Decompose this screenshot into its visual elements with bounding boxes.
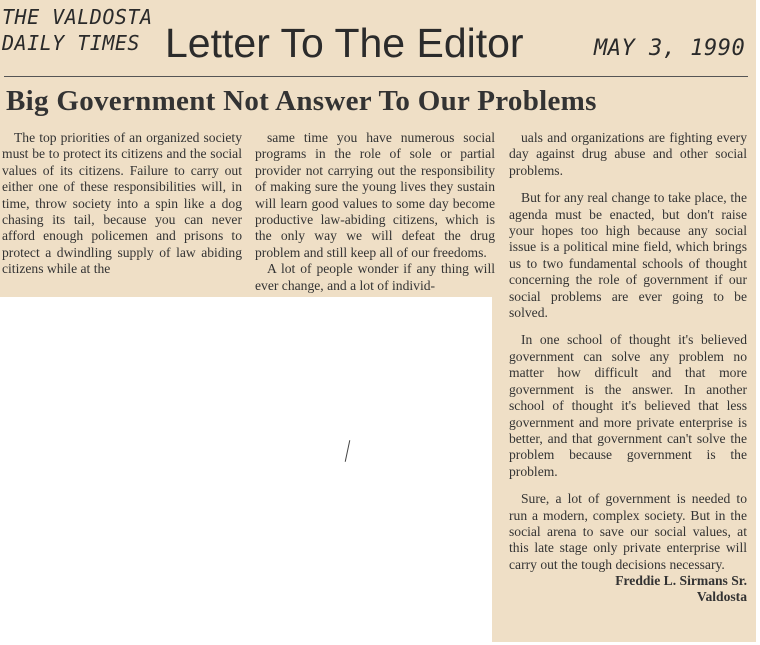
handwritten-paper-name [2,4,162,56]
handwritten-date: MAY 3, 1990 [594,36,746,61]
paragraph: In one school of thought it's believed government can solve any problem no matter how difficult and that more government is the answer. In another school of thought it's believed that less government and more private enterprise is better, and that government can't solve the problem because government is the problem. [509,332,747,479]
article-column-3 [509,130,747,605]
handwritten-paper-line2: DAILY TIMES [2,31,140,55]
section-title: Letter To The Editor [165,20,524,66]
paragraph: Sure, a lot of government is needed to run a modern, complex society. But in the social arena to save our social values, at this late stage only private enterprise will carry out the tough decisions necessary. [509,491,747,572]
article-column-1 [2,130,242,278]
handwritten-paper-line1: THE VALDOSTA [2,5,153,29]
signature [509,573,747,605]
header-divider [4,76,748,77]
signature-name: Freddie L. Sirmans Sr. [615,573,747,589]
article-column-2 [255,130,495,294]
article-headline: Big Government Not Answer To Our Problems [6,85,597,117]
paragraph: A lot of people wonder if any thing will ever change, and a lot of individ- [255,261,495,293]
paragraph: The top priorities of an organized society must be to protect its citizens and the social values of its citizens. Failure to carry out either one of these responsibilities will, in time, throw society into a spin like a dog chasing its tail, because you can never afford enough policemen and prisons to protect a dwindling supply of law abiding citizens while at the [2,130,242,277]
paragraph: same time you have numerous social programs in the role of sole or partial provider not carrying out the responsibility of making sure the young lives they sustain will learn good values to some day become productive law-abiding citizens, which is the only way we will defeat the drug problem and still keep all of our freedoms. [255,130,495,260]
paragraph: uals and organizations are fighting every day against drug abuse and other social problems. [509,130,747,178]
paragraph: But for any real change to take place, the agenda must be enacted, but don't raise your hopes too high because any social issue is a political mine field, which brings us to two fundamental schools of thought concerning the role of government if our social problems are ever going to be solved. [509,190,747,321]
signature-city: Valdosta [696,589,747,605]
stray-pen-mark [345,440,351,462]
